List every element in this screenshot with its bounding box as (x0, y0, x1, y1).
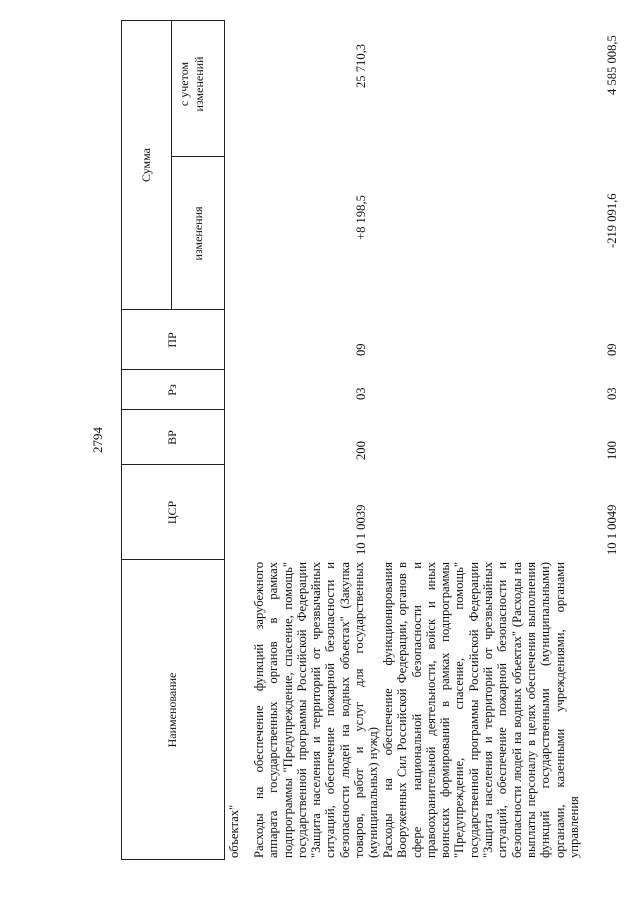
header-vr: ВР (165, 430, 179, 445)
row-2-csr: 10 1 0049 (605, 504, 619, 555)
row-1-change: +8 198,5 (354, 195, 368, 240)
header-bottom-rule (224, 20, 225, 860)
continuation-text: объектах" (227, 804, 241, 858)
header-pr: ПР (165, 332, 179, 348)
row-2-pr: 09 (605, 343, 619, 356)
row-1-with-change: 25 710,3 (354, 43, 368, 88)
row-2-rz: 03 (605, 387, 619, 400)
header-change: изменения (191, 206, 205, 261)
header-with-change: с учетом изменений (177, 56, 206, 112)
row-1-csr: 10 1 0039 (354, 504, 368, 555)
row-2-vr: 100 (605, 441, 619, 460)
budget-table (121, 20, 625, 860)
header-sum: Сумма (139, 148, 153, 182)
row-1-rz: 03 (354, 387, 368, 400)
rotated-page (85, 20, 625, 860)
header-name: Наименование (165, 672, 179, 748)
document-page (85, 20, 625, 860)
sum-subheader-rule (171, 20, 172, 310)
row-2-change: -219 091,6 (605, 193, 619, 248)
table-right-border (121, 20, 224, 21)
row-1-vr: 200 (354, 441, 368, 460)
page-number: 2794 (90, 427, 105, 453)
row-1-description: Расходы на обеспечение функций зарубежного аппарата государственных органов в рамках подпрограммы "Предупреждение, спасение, помощь" государственной программы Российской Федерации "Защита населения и территорий от чрезвычайных ситуаций, обеспечение пожарной безопасности и безопасности людей на водных объектах" (Закупка товаров, работ и услуг для государственных (муниципальных) нужд) (252, 562, 381, 858)
header-csr: ЦСР (165, 500, 179, 525)
row-1-pr: 09 (354, 343, 368, 356)
row-2-with-change: 4 585 008,5 (605, 35, 619, 95)
table-top-border (121, 20, 122, 860)
header-rz: Рз (165, 384, 179, 396)
row-2-description: Расходы на обеспечение функционирования Вооруженных Сил Российской Федерации, органов в сфере национальной безопасности и правоохранительной деятельности, войск и иных воинских формирований в рамках подпрограммы "Предупреждение, спасение, помощь" государственной программы Российской Федерации "Защита населения и территорий от чрезвычайных ситуаций, обеспечение пожарной безопасности и безопасности людей на водных объектах" (Расходы на выплаты персоналу в целях обеспечения выполнения функций государственными (муниципальными) органами, казенными учреждениями, органами управления (381, 562, 581, 858)
